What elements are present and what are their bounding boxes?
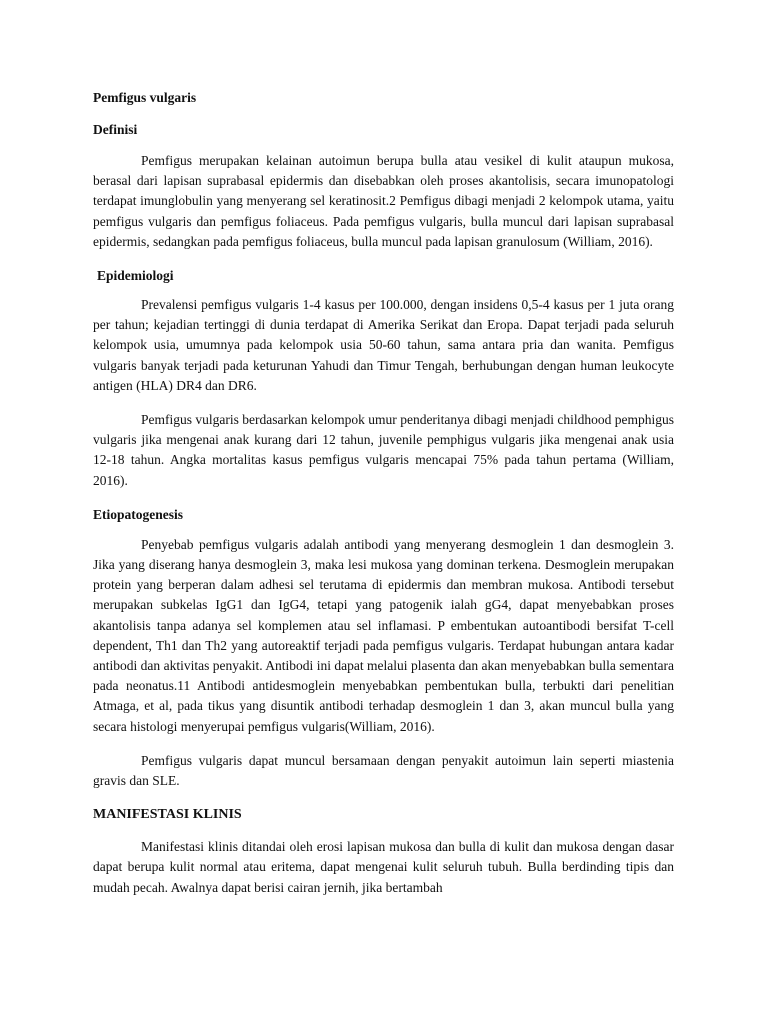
section-heading-definisi: Definisi bbox=[93, 122, 138, 137]
section-epidemiologi bbox=[93, 266, 674, 491]
paragraph-epidemiologi-2: Pemfigus vulgaris berdasarkan kelompok umur penderitanya dibagi menjadi childhood pemphigus vulgaris jika mengenai anak kurang dari 12 tahun, juvenile pemphigus vulgaris jika mengenai anak usia 12-18 tahun. Angka mortalitas kasus pemfigus vulgaris mencapai 75% pada tahun pertama (William, 2016). bbox=[93, 412, 674, 488]
section-manifestasi-klinis bbox=[93, 805, 674, 898]
section-heading-manifestasi-klinis: MANIFESTASI KLINIS bbox=[93, 807, 242, 823]
document-title: Pemfigus vulgaris bbox=[93, 90, 197, 105]
paragraph-definisi-1: Pemfigus merupakan kelainan autoimun berupa bulla atau vesikel di kulit ataupun mukosa, berasal dari lapisan suprabasal epidermis dan disebabkan oleh proses akantolisis, secara imunopatologi terdapat imunglobulin yang menyerang sel keratinosit.2 Pemfigus dibagi menjadi 2 kelompok utama, yaitu pemfigus vulgaris dan pemfigus foliaceus. Pada pemfigus vulgaris, bulla muncul dari lapisan suprabasal epidermis, sedangkan pada pemfigus foliaceus, bulla muncul pada lapisan granulosum (William, 2016). bbox=[93, 153, 674, 249]
paragraph-epidemiologi-1: Prevalensi pemfigus vulgaris 1-4 kasus per 100.000, dengan insidens 0,5-4 kasus per 1 juta orang per tahun; kejadian tertinggi di dunia terdapat di Amerika Serikat dan Eropa. Dapat terjadi pada seluruh kelompok usia, umumnya pada kelompok usia 50-60 tahun, sama antara pria dan wanita. Pemfigus vulgaris banyak terjadi pada keturunan Yahudi dan Timur Tengah, berhubungan dengan human leukocyte antigen (HLA) DR4 dan DR6. bbox=[93, 297, 674, 393]
section-heading-epidemiologi: Epidemiologi bbox=[97, 268, 174, 284]
paragraph-etiopatogenesis-2: Pemfigus vulgaris dapat muncul bersamaan dengan penyakit autoimun lain seperti miastenia gravis dan SLE. bbox=[93, 752, 674, 789]
section-etiopatogenesis bbox=[93, 505, 674, 791]
section-definisi bbox=[93, 120, 674, 252]
section-heading-etiopatogenesis: Etiopatogenesis bbox=[93, 506, 184, 522]
paragraph-etiopatogenesis-1: Penyebab pemfigus vulgaris adalah antibodi yang menyerang desmoglein 1 dan desmoglein 3. Jika yang diserang hanya desmoglein 3, maka lesi mukosa yang dominan terkena. Desmoglein merupakan protein yang berperan dalam adhesi sel terutama di epidermis dan membran mukosa. Antibodi tersebut merupakan subkelas IgG1 dan IgG4, tetapi yang patogenik ialah gG4, dapat menyebabkan proses akantolisis tanpa adanya sel komplemen atau sel inflamasi. P embentukan autoantibodi bersifat T-cell dependent, Th1 dan Th2 yang autoreaktif terjadi pada pemfigus vulgaris. Terdapat hubungan antara kadar antibodi dan aktivitas penyakit. Antibodi ini dapat melalui plasenta dan akan menyebabkan bulla sementara pada neonatus.11 Antibodi antidesmoglein menyebabkan pembentukan bulla, terbukti dari penelitian Atmaga, et al, pada tikus yang disuntik antibodi terhadap desmoglein 1 dan 3, akan muncul bulla yang secara histologi menyerupai pemfigus vulgaris(William, 2016). bbox=[93, 536, 674, 734]
paragraph-manifestasi-1: Manifestasi klinis ditandai oleh erosi lapisan mukosa dan bulla di kulit dan mukosa dengan dasar dapat berupa kulit normal atau eritema, dapat mengenai kulit seluruh tubuh. Bulla berdinding tipis dan mudah pecah. Awalnya dapat berisi cairan jernih, jika bertambah bbox=[93, 839, 674, 895]
document-page bbox=[93, 88, 674, 912]
